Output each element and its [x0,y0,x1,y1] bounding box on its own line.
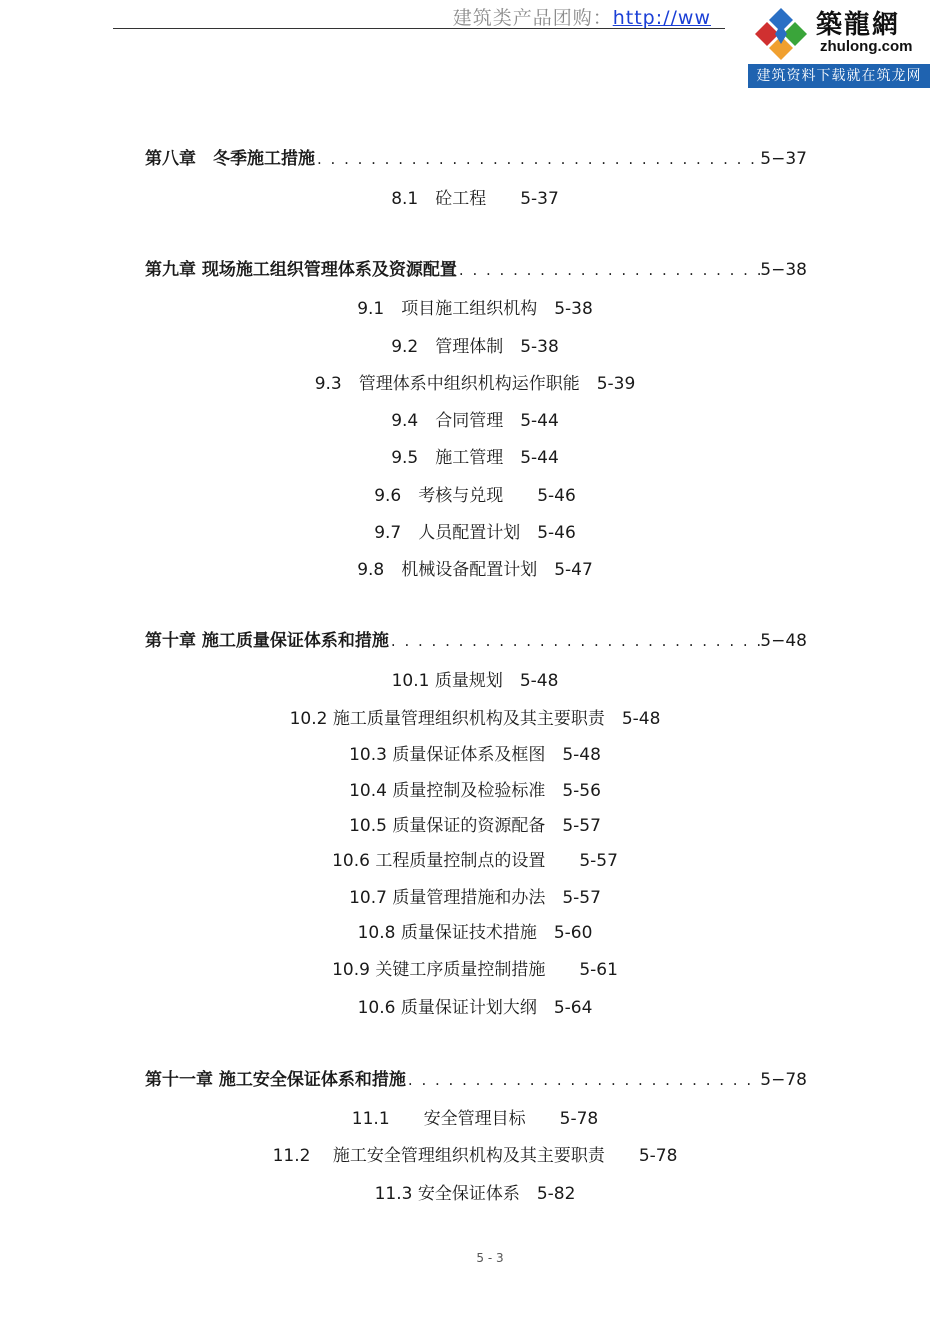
chapter-page: 5−37 [760,149,807,169]
toc-entry[interactable]: 10.1 质量规划 5-48 [391,671,559,691]
toc-entry[interactable]: 11.2 施工安全管理组织机构及其主要职责 5-78 [272,1146,678,1166]
chapter-title: 第八章 冬季施工措施 [145,149,315,169]
leader-dots [389,632,760,650]
toc-entry[interactable]: 9.8 机械设备配置计划 5-47 [357,560,593,580]
toc-chapter-9[interactable] [145,255,807,279]
leader-dots [457,261,760,279]
toc-chapter-8[interactable] [145,144,807,168]
toc-chapter-11[interactable] [145,1065,807,1089]
logo-slogan: 建筑资料下载就在筑龙网 [748,64,930,88]
header-link[interactable]: http://ww [612,7,711,29]
toc-entry[interactable]: 9.5 施工管理 5-44 [391,448,559,468]
toc-entry[interactable]: 9.7 人员配置计划 5-46 [374,523,576,543]
leader-dots [406,1071,760,1089]
toc-entry[interactable]: 10.4 质量控制及检验标准 5-56 [349,781,601,801]
page-header [113,0,725,29]
toc-entry[interactable]: 10.9 关键工序质量控制措施 5-61 [332,960,618,980]
toc-entry[interactable]: 9.1 项目施工组织机构 5-38 [357,299,593,319]
toc-entry[interactable]: 11.3 安全保证体系 5-82 [374,1184,576,1204]
toc-entry[interactable]: 10.2 施工质量管理组织机构及其主要职责 5-48 [289,709,661,729]
toc-entry[interactable]: 10.6 工程质量控制点的设置 5-57 [332,851,618,871]
logo-chinese-name: 築龍網 [816,10,901,40]
chapter-page: 5−38 [760,260,807,280]
leader-dots [315,150,760,168]
zhulong-logo[interactable] [748,0,930,88]
logo-domain: zhulong.com [820,38,913,55]
chapter-title: 第九章 现场施工组织管理体系及资源配置 [145,260,457,280]
toc-entry[interactable]: 10.5 质量保证的资源配备 5-57 [349,816,601,836]
toc-entry[interactable]: 10.7 质量管理措施和办法 5-57 [349,888,601,908]
toc-entry[interactable]: 9.4 合同管理 5-44 [391,411,559,431]
header-text: 建筑类产品团购：http://ww [452,7,711,29]
toc-entry[interactable]: 9.2 管理体制 5-38 [391,337,559,357]
toc-entry[interactable]: 11.1 安全管理目标 5-78 [351,1109,599,1129]
chapter-title: 第十章 施工质量保证体系和措施 [145,631,389,651]
toc-chapter-10[interactable] [145,626,807,650]
toc-entry[interactable]: 10.3 质量保证体系及框图 5-48 [349,745,601,765]
toc-entry[interactable]: 9.3 管理体系中组织机构运作职能 5-39 [314,374,636,394]
toc-entry[interactable]: 10.6 质量保证计划大纲 5-64 [357,998,593,1018]
chapter-title: 第十一章 施工安全保证体系和措施 [145,1070,406,1090]
chapter-page: 5−48 [760,631,807,651]
chapter-page: 5−78 [760,1070,807,1090]
toc-entry[interactable]: 8.1 砼工程 5-37 [391,189,559,209]
toc-entry[interactable]: 10.8 质量保证技术措施 5-60 [357,923,593,943]
logo-mark-icon [753,6,809,62]
toc-entry[interactable]: 9.6 考核与兑现 5-46 [374,486,576,506]
page-number: 5 - 3 [476,1251,504,1265]
